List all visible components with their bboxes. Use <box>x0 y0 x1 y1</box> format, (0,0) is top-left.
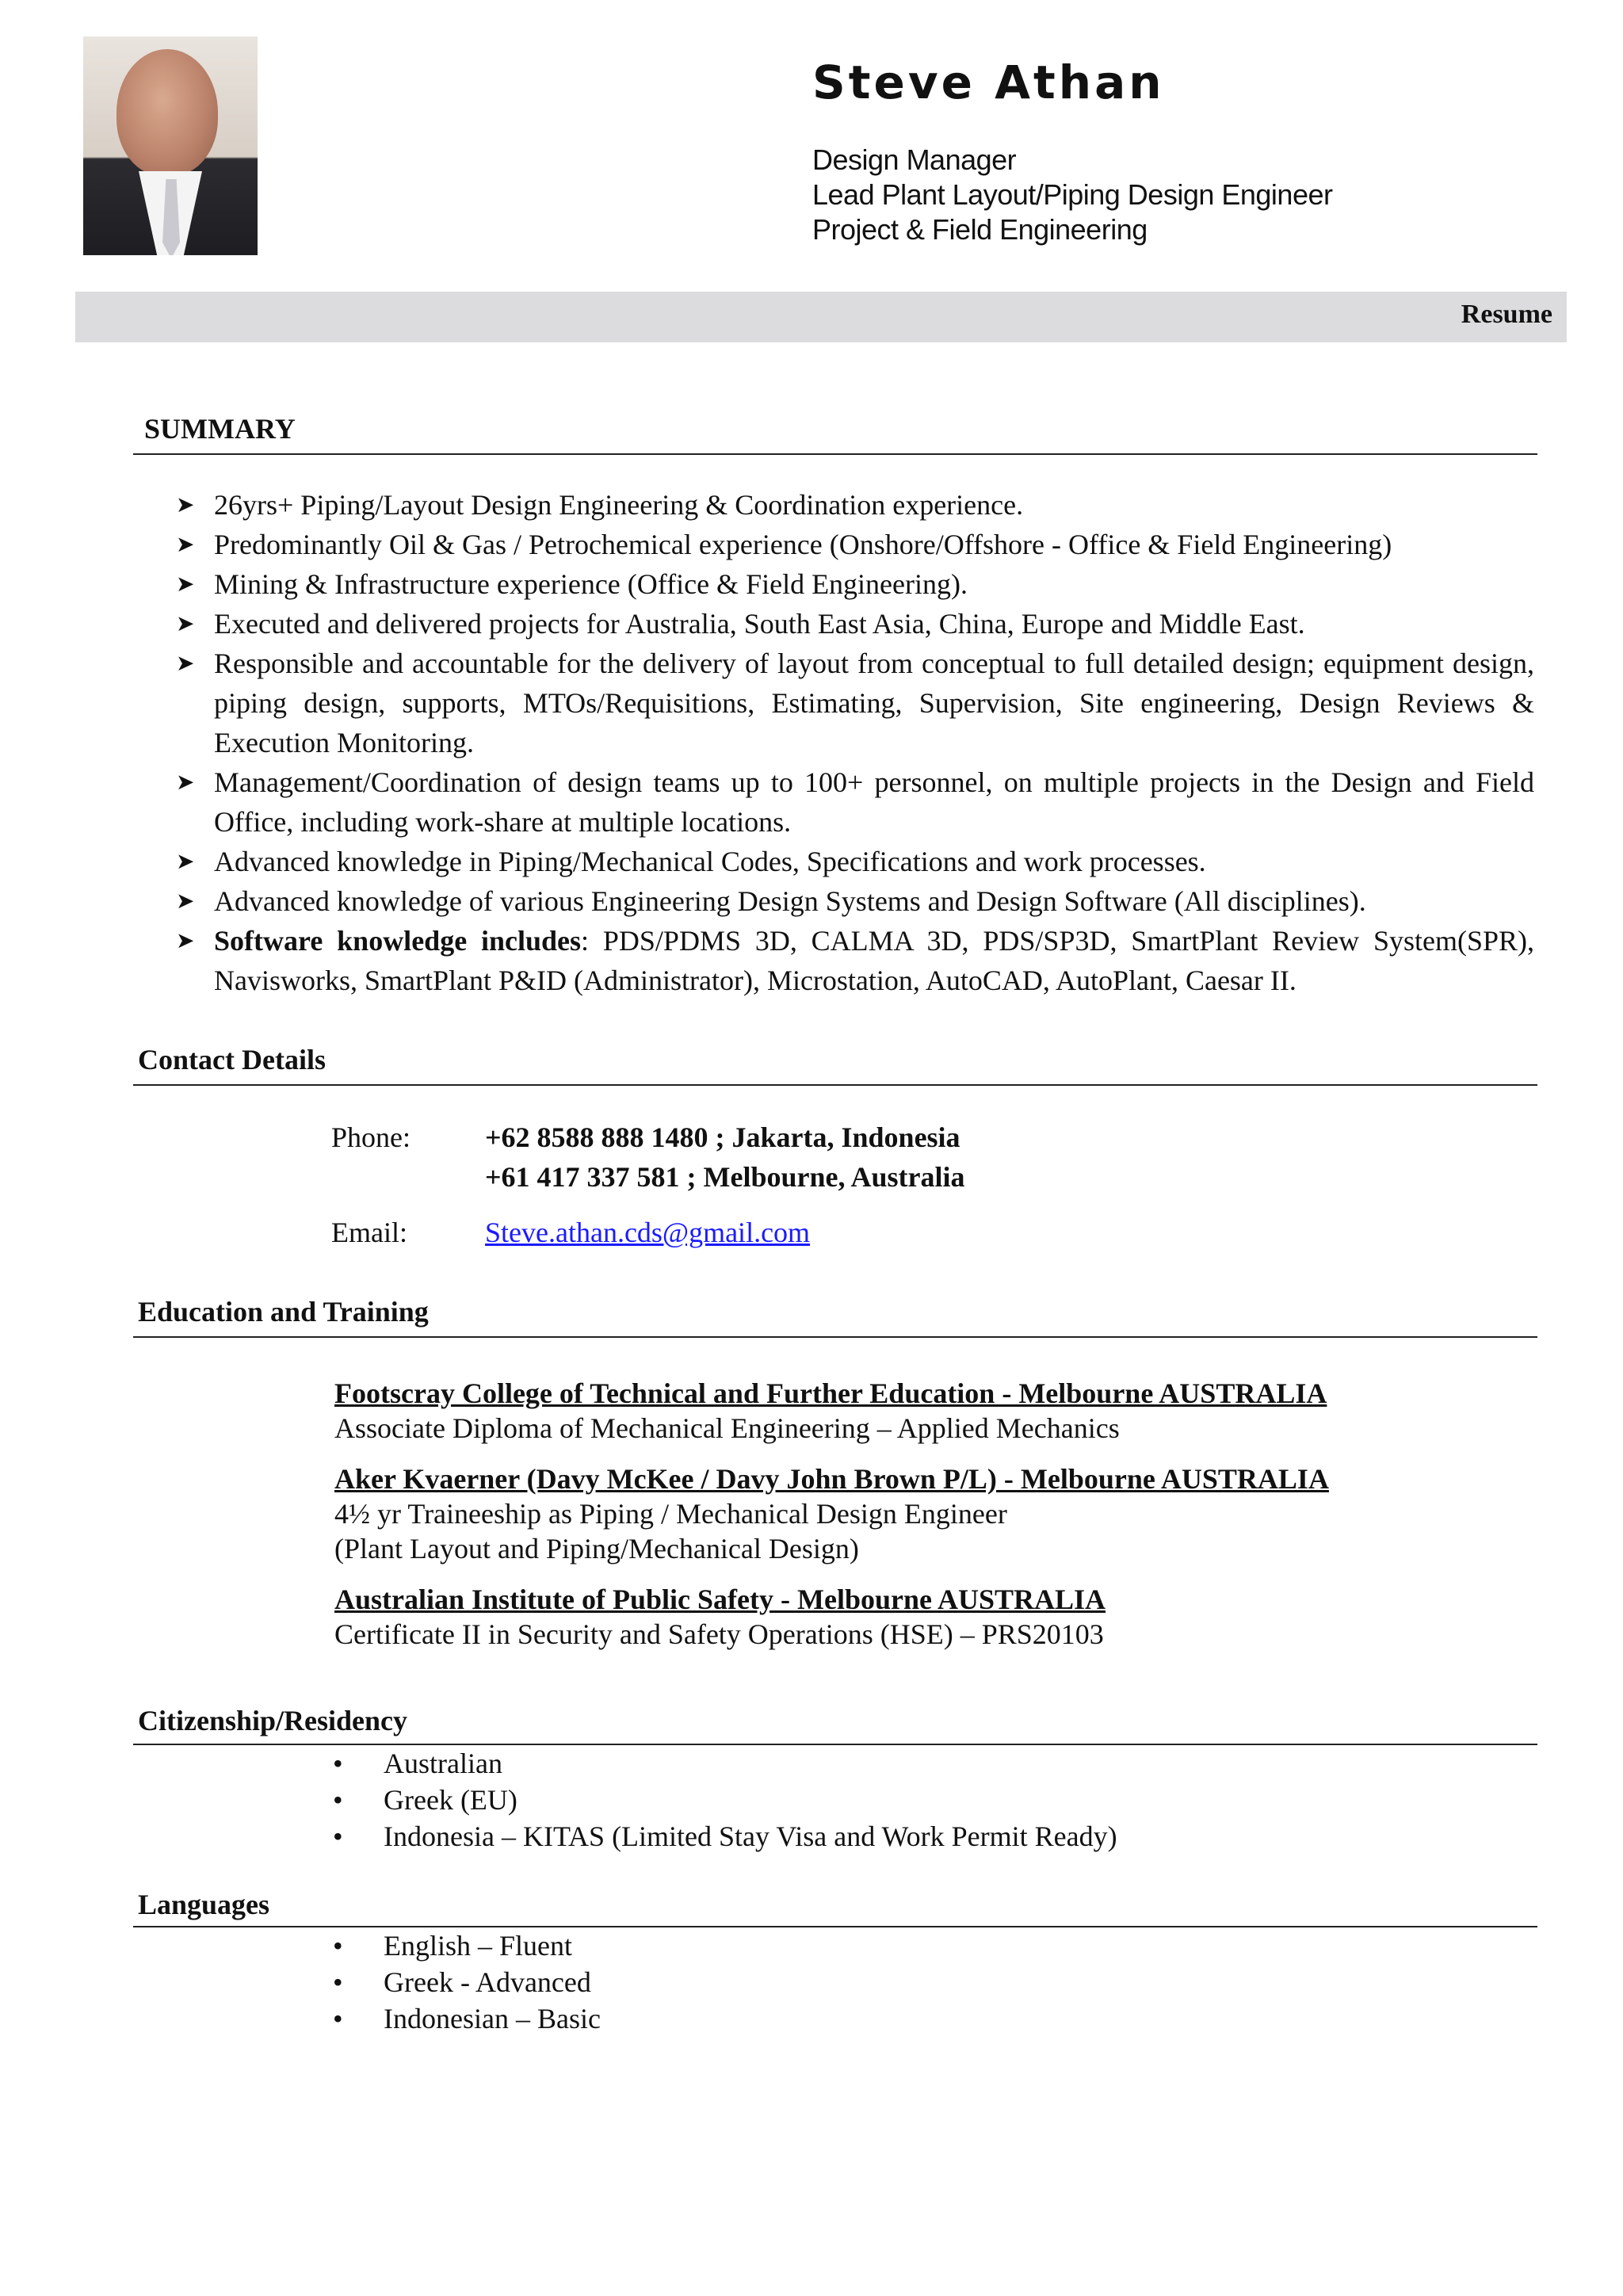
summary-item: ➤ Responsible and accountable for the delivery of layout from conceptual to full detailed design; equipment design, piping design, supports, MTOs/Requisitions, Estimating, Supervision, Site engineering, Design Reviews & Execution Monitoring. <box>176 644 1534 762</box>
email-link[interactable]: Steve.athan.cds@gmail.com <box>485 1217 811 1248</box>
arrow-bullet-icon: ➤ <box>176 848 195 874</box>
contact-heading: Contact Details <box>138 1044 326 1075</box>
role-line: Project & Field Engineering <box>812 213 1148 246</box>
arrow-bullet-icon: ➤ <box>176 491 195 518</box>
list-item: • English – Fluent <box>331 1927 601 1964</box>
list-item: • Indonesia – KITAS (Limited Stay Visa and Work Permit Ready) <box>331 1818 1117 1855</box>
phone-label: Phone: <box>331 1121 411 1153</box>
arrow-bullet-icon: ➤ <box>176 531 195 557</box>
arrow-bullet-icon: ➤ <box>176 888 195 914</box>
email-label: Email: <box>331 1217 407 1248</box>
role-line: Lead Plant Layout/Piping Design Engineer <box>812 178 1333 211</box>
summary-list <box>176 485 1534 1000</box>
citizenship-list <box>331 1745 1117 1855</box>
phone-number: +61 417 337 581 ; Melbourne, Australia <box>485 1161 965 1193</box>
section-divider <box>133 453 1537 455</box>
summary-item: ➤ Mining & Infrastructure experience (Office & Field Engineering). <box>176 564 1534 604</box>
summary-item: ➤ Executed and delivered projects for Australia, South East Asia, China, Europe and Middle East. <box>176 604 1534 644</box>
education-entry <box>334 1582 1523 1652</box>
section-divider <box>133 1336 1537 1338</box>
candidate-roles <box>812 143 1332 247</box>
qualification: 4½ yr Traineeship as Piping / Mechanical Design Engineer <box>334 1498 1007 1530</box>
profile-photo <box>83 36 258 255</box>
summary-item: ➤ Advanced knowledge of various Engineering Design Systems and Design Software (All disciplines). <box>176 881 1534 921</box>
arrow-bullet-icon: ➤ <box>176 571 195 597</box>
list-item: • Australian <box>331 1745 1117 1782</box>
list-item: • Greek (EU) <box>331 1782 1117 1818</box>
candidate-name: Steve Athan <box>812 55 1165 109</box>
resume-label: Resume <box>1461 300 1552 329</box>
phone-number: +62 8588 888 1480 ; Jakarta, Indonesia <box>485 1121 960 1153</box>
education-heading: Education and Training <box>138 1296 429 1328</box>
section-divider <box>133 1084 1537 1086</box>
languages-heading: Languages <box>138 1889 270 1920</box>
qualification: Associate Diploma of Mechanical Engineering – Applied Mechanics <box>334 1412 1120 1444</box>
qualification: Certificate II in Security and Safety Operations (HSE) – PRS20103 <box>334 1618 1104 1650</box>
arrow-bullet-icon: ➤ <box>176 610 195 636</box>
summary-item: ➤ Predominantly Oil & Gas / Petrochemical experience (Onshore/Offshore - Office & Field Engineering) <box>176 525 1534 564</box>
institution-name: Footscray College of Technical and Further Education - Melbourne AUSTRALIA <box>334 1377 1327 1409</box>
education-entry <box>334 1376 1523 1446</box>
summary-item: ➤ 26yrs+ Piping/Layout Design Engineering & Coordination experience. <box>176 485 1534 525</box>
list-item: • Indonesian – Basic <box>331 2000 601 2037</box>
summary-item: ➤ Advanced knowledge in Piping/Mechanical Codes, Specifications and work processes. <box>176 842 1534 881</box>
arrow-bullet-icon: ➤ <box>176 650 195 676</box>
arrow-bullet-icon: ➤ <box>176 769 195 795</box>
resume-banner <box>75 292 1567 342</box>
languages-list <box>331 1927 601 2037</box>
citizenship-heading: Citizenship/Residency <box>138 1705 408 1736</box>
summary-heading: SUMMARY <box>144 413 296 445</box>
summary-item: ➤ Management/Coordination of design teams up to 100+ personnel, on multiple projects in the Design and Field Office, including work-share at multiple locations. <box>176 762 1534 842</box>
summary-item: ➤ Software knowledge includes: PDS/PDMS 3D, CALMA 3D, PDS/SP3D, SmartPlant Review System(SPR), Navisworks, SmartPlant P&ID (Administrator), Microstation, AutoCAD, AutoPlant, Caesar II. <box>176 921 1534 1000</box>
list-item: • Greek - Advanced <box>331 1964 601 2000</box>
qualification: (Plant Layout and Piping/Mechanical Design) <box>334 1533 859 1564</box>
institution-name: Aker Kvaerner (Davy McKee / Davy John Brown P/L) - Melbourne AUSTRALIA <box>334 1463 1329 1495</box>
education-entry <box>334 1461 1523 1566</box>
institution-name: Australian Institute of Public Safety - Melbourne AUSTRALIA <box>334 1584 1106 1615</box>
arrow-bullet-icon: ➤ <box>176 927 195 953</box>
role-line: Design Manager <box>812 143 1017 176</box>
